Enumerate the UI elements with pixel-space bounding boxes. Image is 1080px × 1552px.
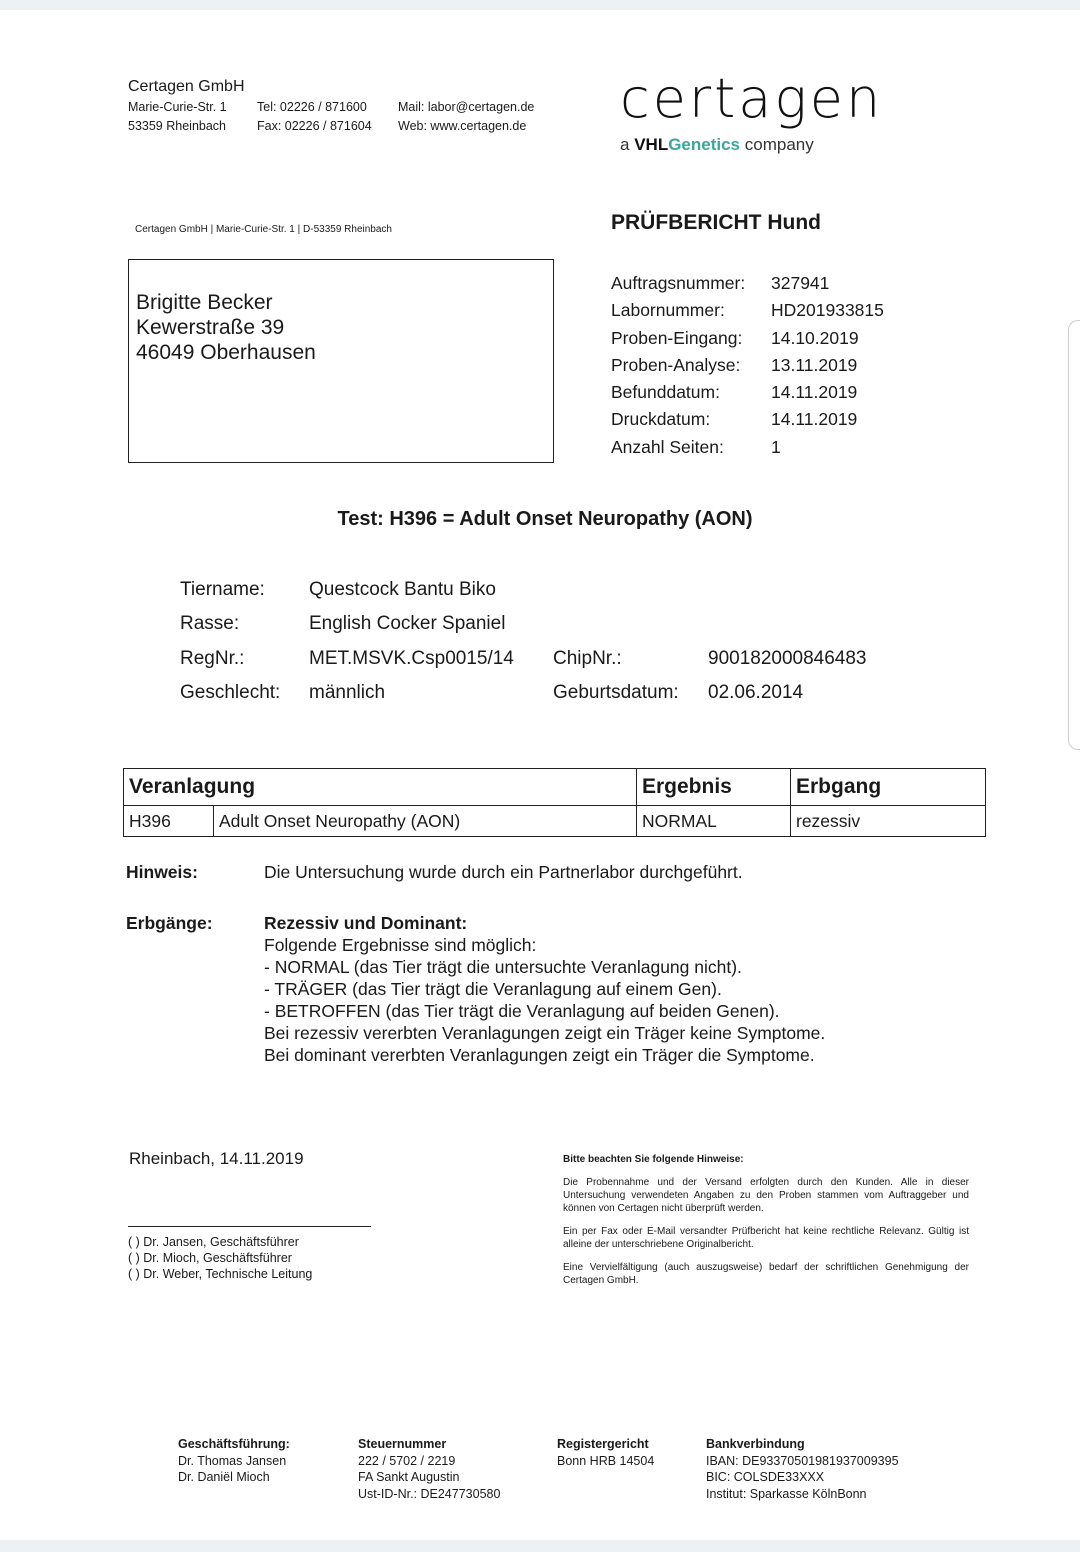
report-meta xyxy=(611,270,884,461)
cell-name: Adult Onset Neuropathy (AON) xyxy=(214,806,637,837)
footer-management: Geschäftsführung: Dr. Thomas Jansen Dr. Daniël Mioch xyxy=(178,1437,290,1484)
meta-key: Proben-Analyse: xyxy=(611,354,741,375)
header-ergebnis: Ergebnis xyxy=(637,769,791,806)
table-row xyxy=(124,806,986,837)
meta-key: Auftragsnummer: xyxy=(611,273,746,293)
meta-row xyxy=(611,406,884,433)
meta-row xyxy=(611,434,884,461)
header-erbgang: Erbgang xyxy=(791,769,986,806)
animal-birth: 02.06.2014 xyxy=(708,682,804,703)
signature-line xyxy=(128,1226,371,1227)
hinweis-label: Hinweis: xyxy=(126,862,198,882)
meta-row xyxy=(611,352,884,379)
meta-value: 1 xyxy=(771,436,781,457)
meta-value: HD201933815 xyxy=(771,300,884,321)
recipient-address: Brigitte Becker Kewerstraße 39 46049 Oberhausen xyxy=(128,259,554,463)
sender-web: Web: www.certagen.de xyxy=(398,119,527,133)
sender-city: 53359 Rheinbach xyxy=(128,119,226,133)
animal-name: Questcock Bantu Biko xyxy=(309,579,496,600)
place-date: Rheinbach, 14.11.2019 xyxy=(129,1149,304,1168)
meta-row xyxy=(611,379,884,406)
header-veranlagung: Veranlagung xyxy=(124,769,637,806)
label-breed: Rasse: xyxy=(180,613,240,634)
animal-chip: 900182000846483 xyxy=(708,648,867,669)
cell-mode: rezessiv xyxy=(791,806,986,837)
animal-sex: männlich xyxy=(309,682,386,703)
meta-value: 14.10.2019 xyxy=(771,327,859,348)
animal-reg: MET.MSVK.Csp0015/14 xyxy=(309,648,514,669)
meta-value: 13.11.2019 xyxy=(771,354,858,375)
label-chip: ChipNr.: xyxy=(553,648,622,669)
sender-tel: Tel: 02226 / 871600 xyxy=(257,100,367,114)
erbgaenge-text: Rezessiv und Dominant: Folgende Ergebnisse sind möglich: - NORMAL (das Tier trägt die untersuchte Veranlagung nicht). - TRÄGER (das Tier trägt die Veranlagung auf einem Gen). - BETROFFEN (das Tier trägt die Veranlagung auf beiden Genen). Bei rezessiv vererbten Veranlagungen zeigt ein Träger keine Symptome. Bei dominant vererbten Veranlagungen zeigt ein Träger die Symptome. xyxy=(264,913,826,1065)
footer-register: Registergericht Bonn HRB 14504 xyxy=(557,1437,655,1468)
sender-company: Certagen GmbH xyxy=(128,78,245,95)
meta-key: Labornummer: xyxy=(611,300,725,321)
return-address: Certagen GmbH | Marie-Curie-Str. 1 | D-53359 Rheinbach xyxy=(135,224,392,235)
animal-breed: English Cocker Spaniel xyxy=(309,613,506,634)
footer-bank: Bankverbindung IBAN: DE93370501981937009395 BIC: COLSDE33XXX Institut: Sparkasse KölnBonn xyxy=(706,1437,899,1501)
sender-street: Marie-Curie-Str. 1 xyxy=(128,100,227,114)
cell-result: NORMAL xyxy=(637,806,791,837)
meta-row xyxy=(611,270,884,297)
report-title: PRÜFBERICHT Hund xyxy=(611,211,821,234)
cell-code: H396 xyxy=(124,806,214,837)
meta-key: Anzahl Seiten: xyxy=(611,436,724,457)
label-sex: Geschlecht: xyxy=(180,682,281,703)
meta-key: Druckdatum: xyxy=(611,409,711,430)
footer-tax: Steuernummer 222 / 5702 / 2219 FA Sankt Augustin Ust-ID-Nr.: DE247730580 xyxy=(358,1437,501,1501)
hinweis-text: Die Untersuchung wurde durch ein Partnerlabor durchgeführt. xyxy=(264,862,743,882)
erbgaenge-label: Erbgänge: xyxy=(126,913,213,933)
notes: Bitte beachten Sie folgende Hinweise: Die Probennahme und der Versand erfolgten durch den Kunden. Alle in dieser Untersuchung verwendeten Angaben zu den Proben stammen vom Auftraggeber und können von Certagen nicht überprüft werden. Ein per Fax oder E-Mail versandter Prüfbericht hat keine rechtliche Relevanz. Gültig ist alleine der unterschriebene Originalbericht. Eine Vervielfältigung (auch auszugsweise) bedarf der schriftlichen Genehmigung der Certagen GmbH. xyxy=(563,1154,969,1286)
document-page xyxy=(0,10,1080,1540)
signatories: ( ) Dr. Jansen, Geschäftsführer ( ) Dr. Mioch, Geschäftsführer ( ) Dr. Weber, Technische Leitung xyxy=(128,1235,313,1281)
meta-row xyxy=(611,297,884,324)
label-reg: RegNr.: xyxy=(180,648,245,669)
scrollbar[interactable] xyxy=(1068,320,1080,750)
label-name: Tiername: xyxy=(180,579,265,600)
certagen-logo: certagen a VHLGenetics company xyxy=(620,67,884,154)
test-title: Test: H396 = Adult Onset Neuropathy (AON) xyxy=(337,508,753,530)
meta-key: Proben-Eingang: xyxy=(611,327,743,348)
label-birth: Geburtsdatum: xyxy=(553,682,679,703)
sender-mail: Mail: labor@certagen.de xyxy=(398,100,535,114)
meta-row xyxy=(611,325,884,352)
meta-key: Befunddatum: xyxy=(611,382,720,403)
sender-fax: Fax: 02226 / 871604 xyxy=(257,119,372,133)
results-table xyxy=(123,768,986,837)
meta-value: 327941 xyxy=(771,273,830,293)
meta-value: 14.11.2019 xyxy=(771,382,858,403)
meta-value: 14.11.2019 xyxy=(771,409,858,430)
